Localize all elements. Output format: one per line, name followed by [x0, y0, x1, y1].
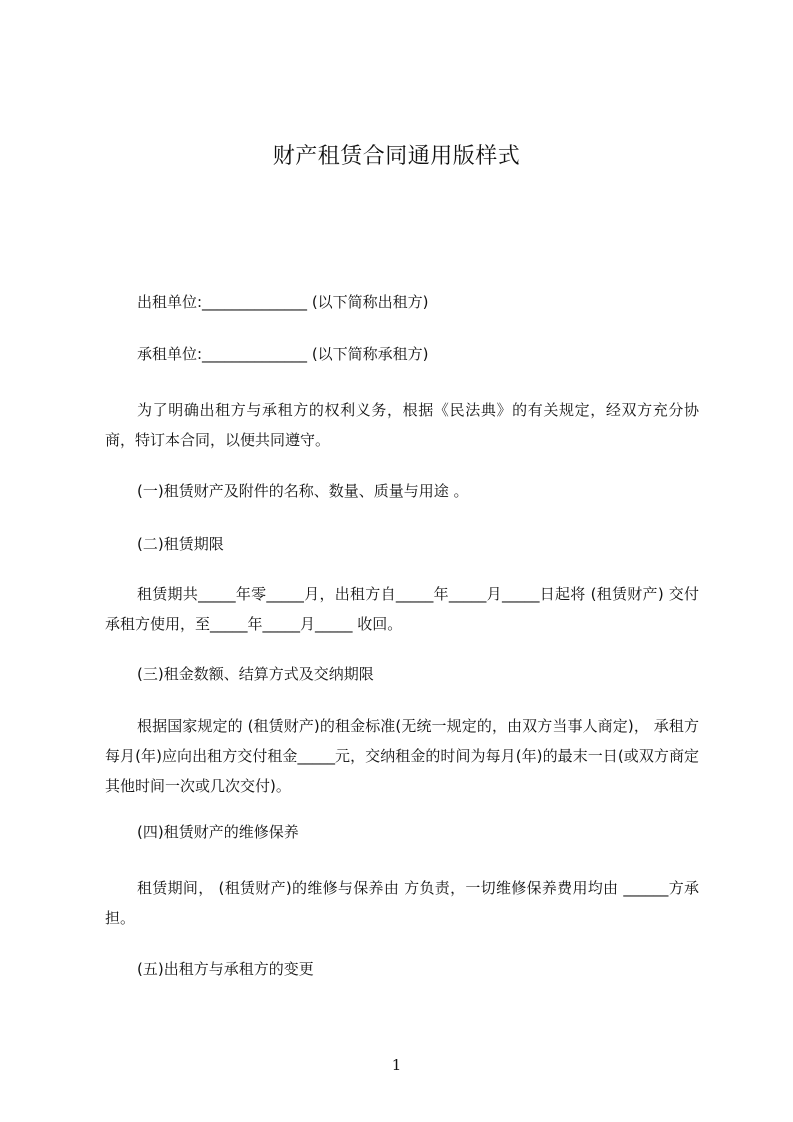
- section-heading-4: (四)租赁财产的维修保养: [137, 823, 299, 841]
- maintenance-paragraph: 租赁期间， (租赁财产)的维修与保养由 方负责，一切维修保养费用均由 ______方承担。: [105, 879, 699, 927]
- section-heading-5: (五)出租方与承租方的变更: [137, 960, 314, 978]
- rent-paragraph: 根据国家规定的 (租赁财产)的租金标准(无统一规定的，由双方当事人商定)， 承租方每月(年)应向出租方交付租金_____元，交纳租金的时间为每月(年)的最末一日(或双方商定其他时间一次或几次交付)。: [105, 717, 699, 795]
- page-number: 1: [391, 1056, 402, 1074]
- lessor-field-line: 出租单位:______________ (以下简称出租方): [137, 293, 429, 311]
- preamble-paragraph: 为了明确出租方与承租方的权利义务，根据《民法典》的有关规定，经双方充分协商，特订本合同，以便共同遵守。: [105, 401, 699, 449]
- section-heading-1: (一)租赁财产及附件的名称、数量、质量与用途 。: [137, 482, 469, 500]
- lease-term-paragraph: 租赁期共_____年零_____月，出租方自_____年_____月_____日起将 (租赁财产) 交付承租方使用，至_____年_____月_____ 收回。: [105, 585, 699, 633]
- lessee-field-line: 承租单位:______________ (以下简称承租方): [137, 345, 429, 363]
- section-heading-3: (三)租金数额、结算方式及交纳期限: [137, 665, 374, 683]
- document-title: 财产租赁合同通用版样式: [272, 144, 521, 169]
- section-heading-2: (二)租赁期限: [137, 535, 224, 553]
